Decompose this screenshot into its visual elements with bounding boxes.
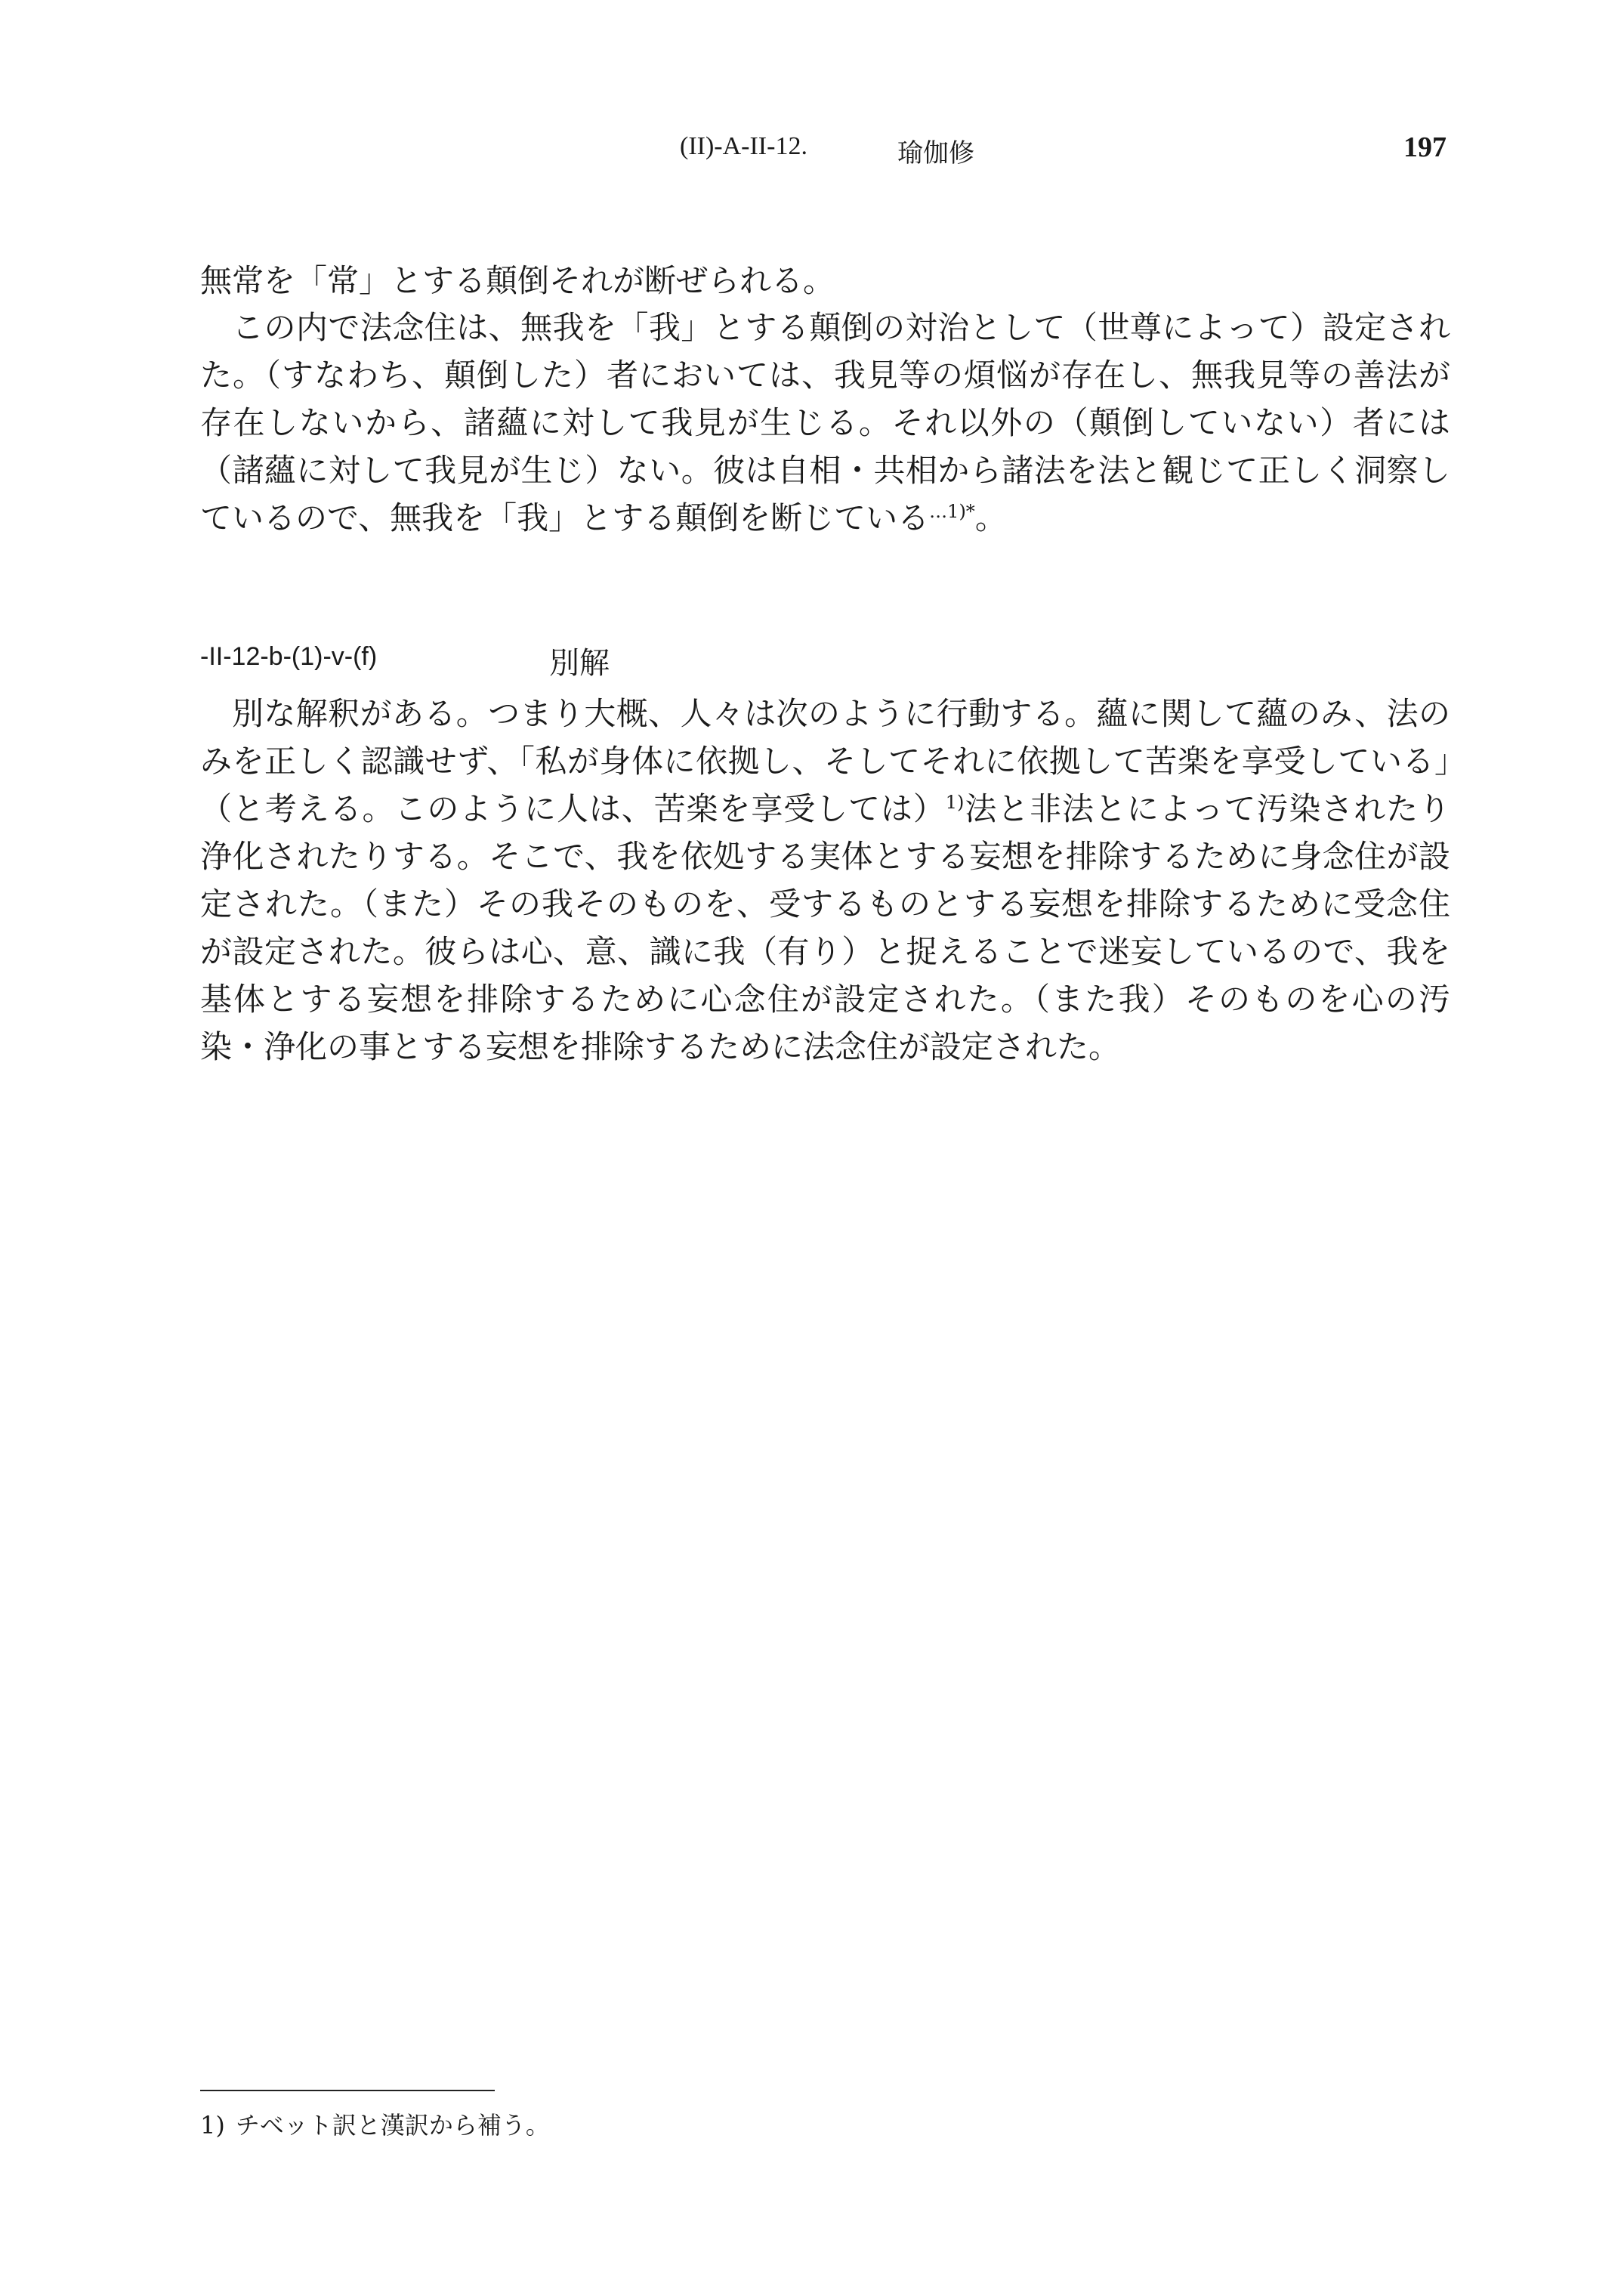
- paragraph-2: [200, 304, 1450, 542]
- paragraph-3-part-1: 別な解釈がある。つまり大概、人々は次のように行動する。蘊に関して蘊のみ、法のみを正しく認識せず、「私が身体に依拠し、そしてそれに依拠して苦楽を享受している」（と考える。このように人は、苦楽を享受しては）: [200, 695, 1450, 827]
- footnote-ref-1: 1): [945, 792, 965, 813]
- paragraph-2-end: 。: [974, 499, 1007, 536]
- footnote-divider: [200, 2090, 495, 2091]
- page-header: [0, 132, 1624, 178]
- paragraph-1: 無常を「常」とする顛倒それが断ぜられる。: [200, 262, 835, 299]
- header-section-title: 瑜伽修: [897, 138, 974, 168]
- footnote: [200, 2106, 550, 2141]
- subsection-code: -II-12-b-(1)-v-(f): [200, 642, 378, 671]
- page-number: 197: [1403, 131, 1446, 163]
- footnote-text: チベット訳と漢訳から補う。: [235, 2111, 550, 2140]
- footnote-number: 1): [200, 2111, 225, 2140]
- subsection-title: 別解: [549, 646, 610, 681]
- paragraph-3-part-2: 法と非法とによって汚染されたり浄化されたりする。そこで、我を依処する実体とする妄想を排除するために身念住が設定された。（また）その我そのものを、受するものとする妄想を排除するために受念住が設定された。彼らは心、意、識に我（有り）と捉えることで迷妄しているので、我を基体とする妄想を排除するために心念住が設定された。（また我）そのものを心の汚染・浄化の事とする妄想を排除するために法念住が設定された。: [200, 790, 1450, 1065]
- paragraph-3: [200, 690, 1450, 1071]
- subsection-heading: [200, 642, 956, 688]
- paragraph-2-text: この内で法念住は、無我を「我」とする顛倒の対治として（世尊によって）設定された。（すなわち、顛倒した）者においては、我見等の煩悩が存在し、無我見等の善法が存在しないから、諸蘊に対して我見が生じる。それ以外の（顛倒していない）者には（諸蘊に対して我見が生じ）ない。彼は自相・共相から諸法を法と観じて正しく洞察しているので、無我を「我」とする顛倒を断じている: [200, 309, 1450, 536]
- paragraph-2-footnote-ref: …1)*: [929, 501, 975, 522]
- header-section-code: (II)-A-II-12.: [680, 132, 807, 160]
